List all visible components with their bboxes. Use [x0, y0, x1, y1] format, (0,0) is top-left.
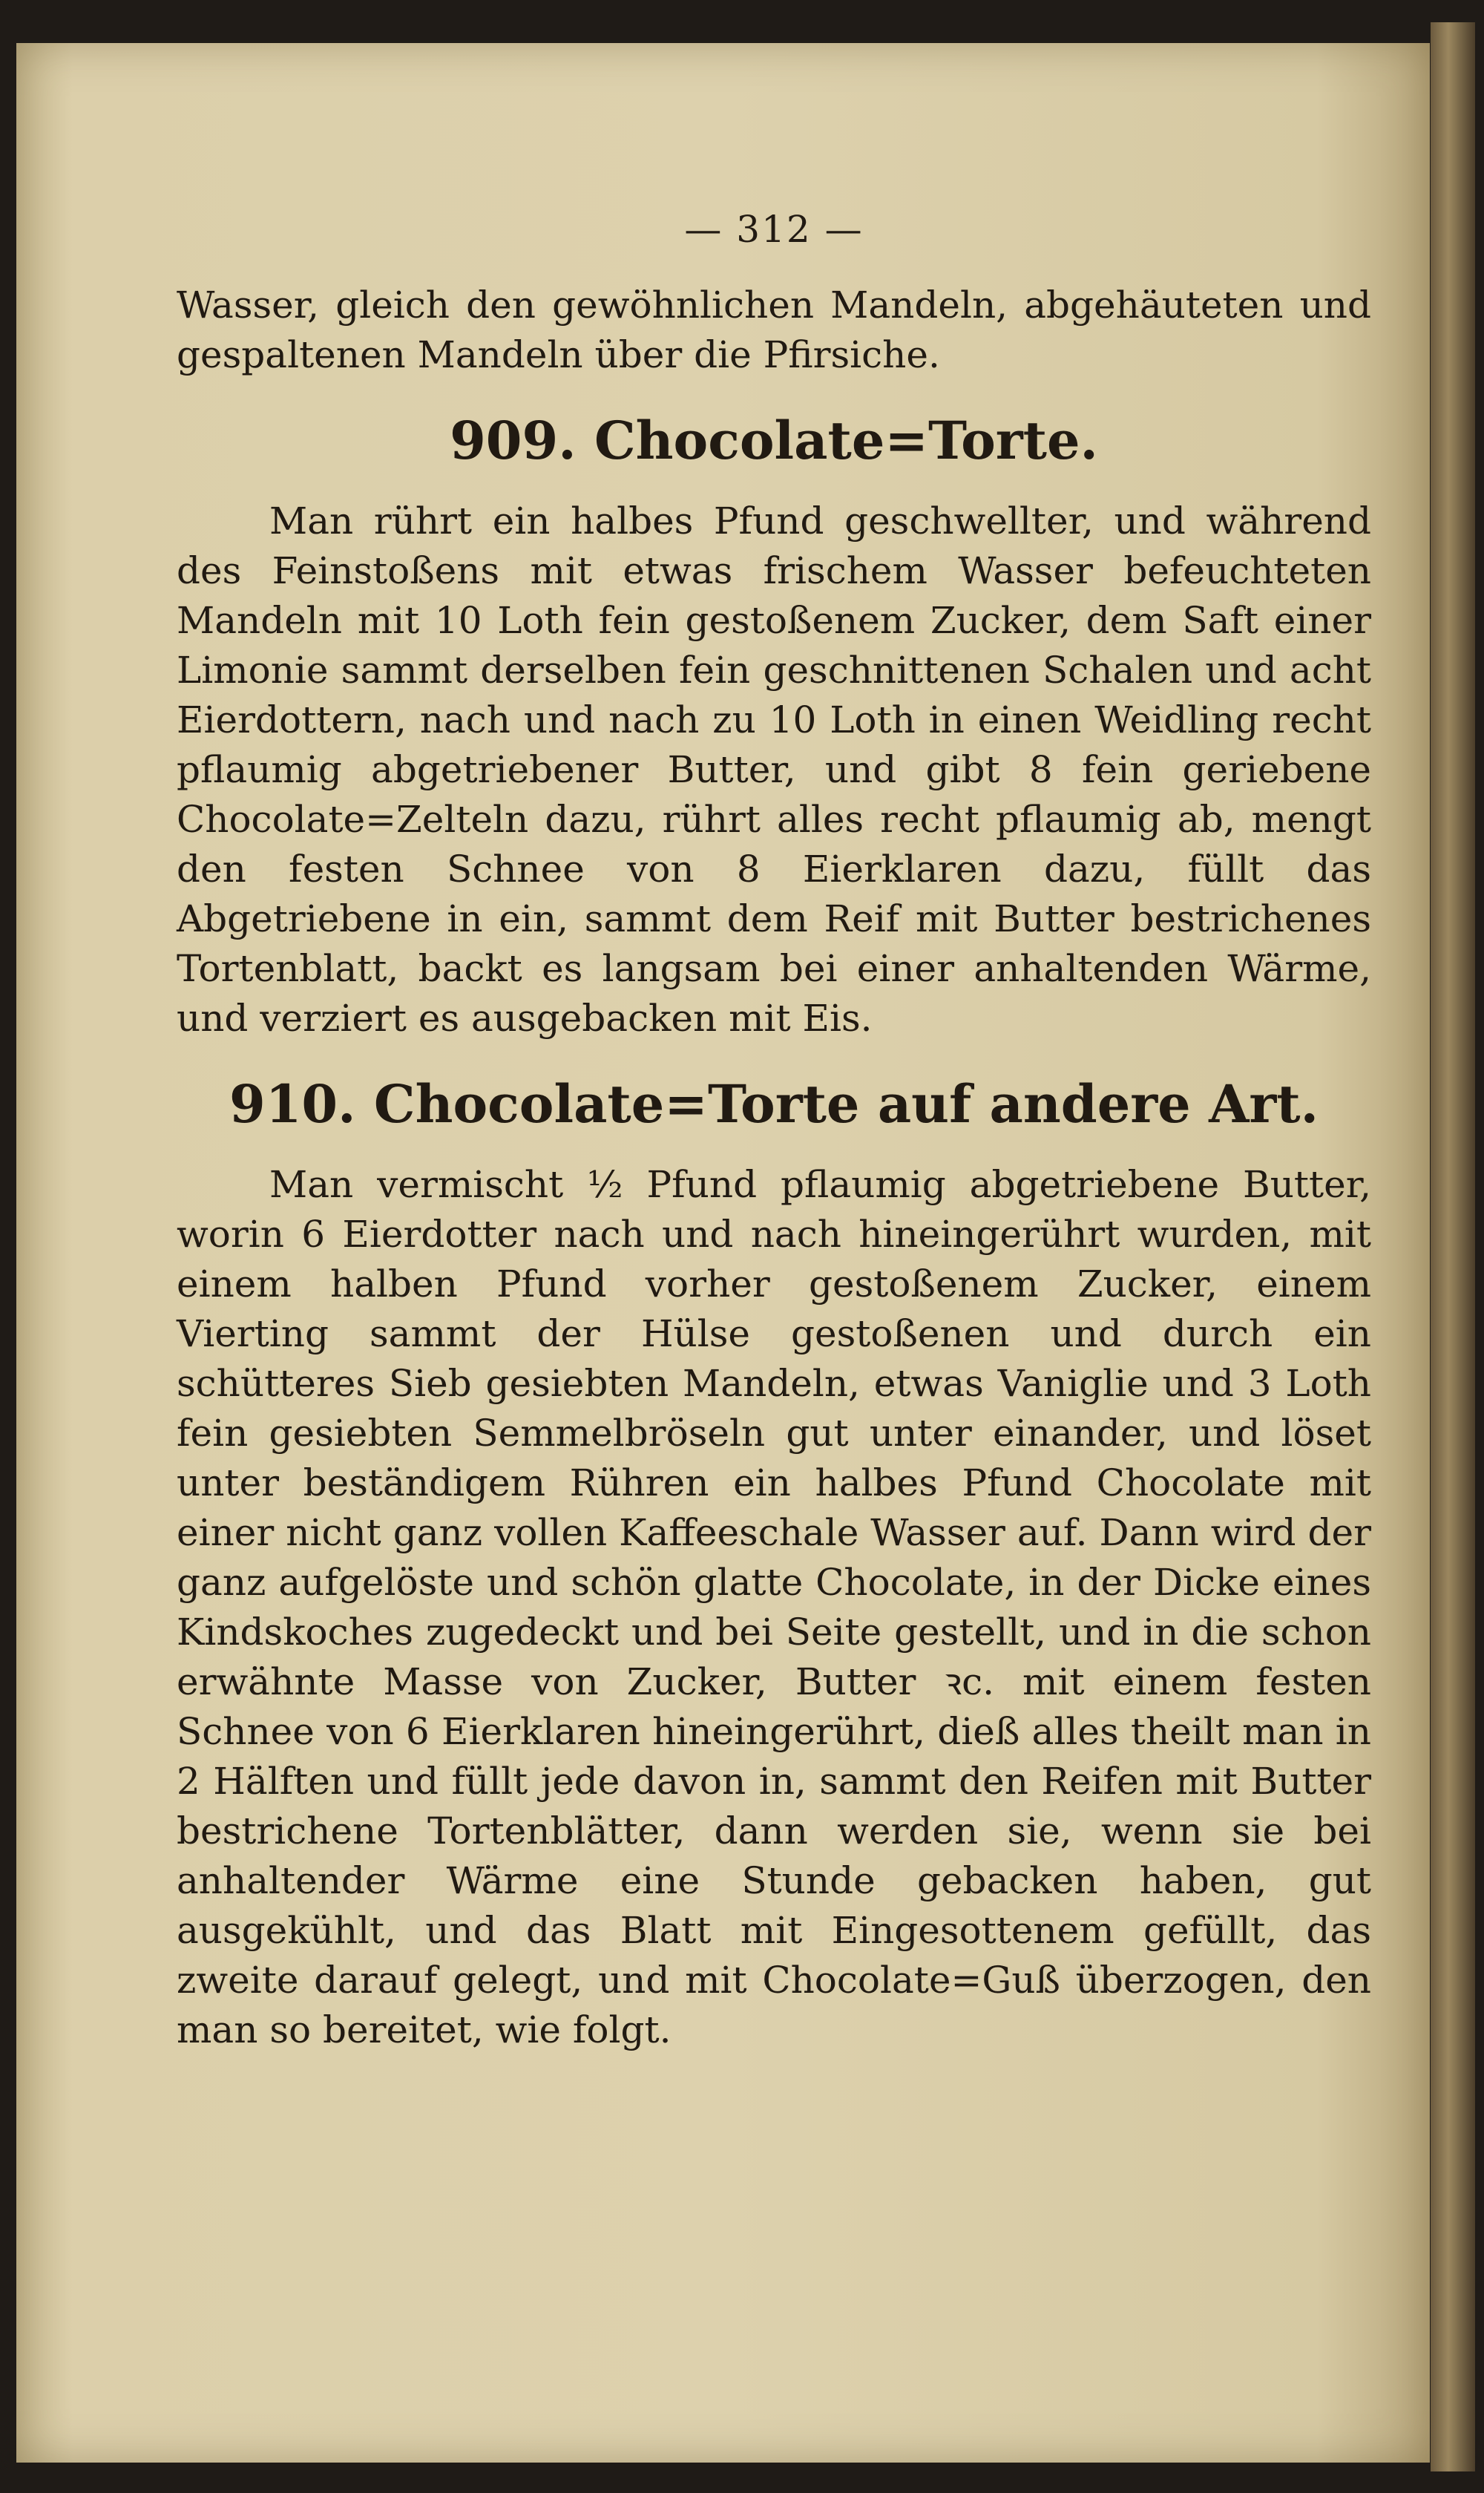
- book-gutter: [1431, 22, 1475, 2471]
- recipe-909-text: Man rührt ein halbes Pfund geschwellter, und während des Feinstoßens mit etwas frischem Wasser befeuchteten Mandeln mit 10 Loth fein gestoßenem Zucker, dem Saft einer Limonie sammt derselben fein geschnittenen Schalen und acht Eierdottern, nach und nach zu 10 Loth in einen Weidling recht pflaumig abgetriebener Butter, und gibt 8 fein geriebene Chocolate=Zelteln dazu, rührt alles recht pflaumig ab, mengt den festen Schnee von 8 Eierklaren dazu, füllt das Abgetriebene in ein, sammt dem Reif mit Butter bestrichenes Tortenblatt, backt es langsam bei einer anhaltenden Wärme, und verziert es ausgebacken mit Eis.: [177, 499, 1371, 1040]
- recipe-910-text: Man vermischt ½ Pfund pflaumig abgetriebene Butter, worin 6 Eierdotter nach und nach hineingerührt wurden, mit einem halben Pfund vorher gestoßenem Zucker, einem Vierting sammt der Hülse gestoßenen und durch ein schütteres Sieb gesiebten Mandeln, etwas Vaniglie und 3 Loth fein gesiebten Semmelbröseln gut unter einander, und löset unter beständigem Rühren ein halbes Pfund Chocolate mit einer nicht ganz vollen Kaffeeschale Wasser auf. Dann wird der ganz aufgelöste und schön glatte Chocolate, in der Dicke eines Kindskoches zugedeckt und bei Seite gestellt, und in die schon erwähnte Masse von Zucker, Butter ꝛc. mit einem festen Schnee von 6 Eierklaren hineingerührt, dieß alles theilt man in 2 Hälften und füllt jede davon in, sammt den Reifen mit Butter bestrichene Tortenblätter, dann werden sie, wenn sie bei anhaltender Wärme eine Stunde gebacken haben, gut ausgekühlt, und das Blatt mit Eingesottenem gefüllt, das zweite darauf gelegt, und mit Chocolate=Guß überzogen, den man so bereitet, wie folgt.: [177, 1163, 1371, 2051]
- page-text-block: [177, 208, 1371, 2055]
- intro-paragraph: Wasser, gleich den gewöhnlichen Mandeln, abgehäuteten und gespaltenen Mandeln über die Pfirsiche.: [177, 284, 1371, 376]
- page-number: — 312 —: [684, 208, 864, 251]
- recipe-910-title: 910. Chocolate=Torte auf andere Art.: [229, 1073, 1319, 1135]
- recipe-909-title: 909. Chocolate=Torte.: [450, 410, 1098, 471]
